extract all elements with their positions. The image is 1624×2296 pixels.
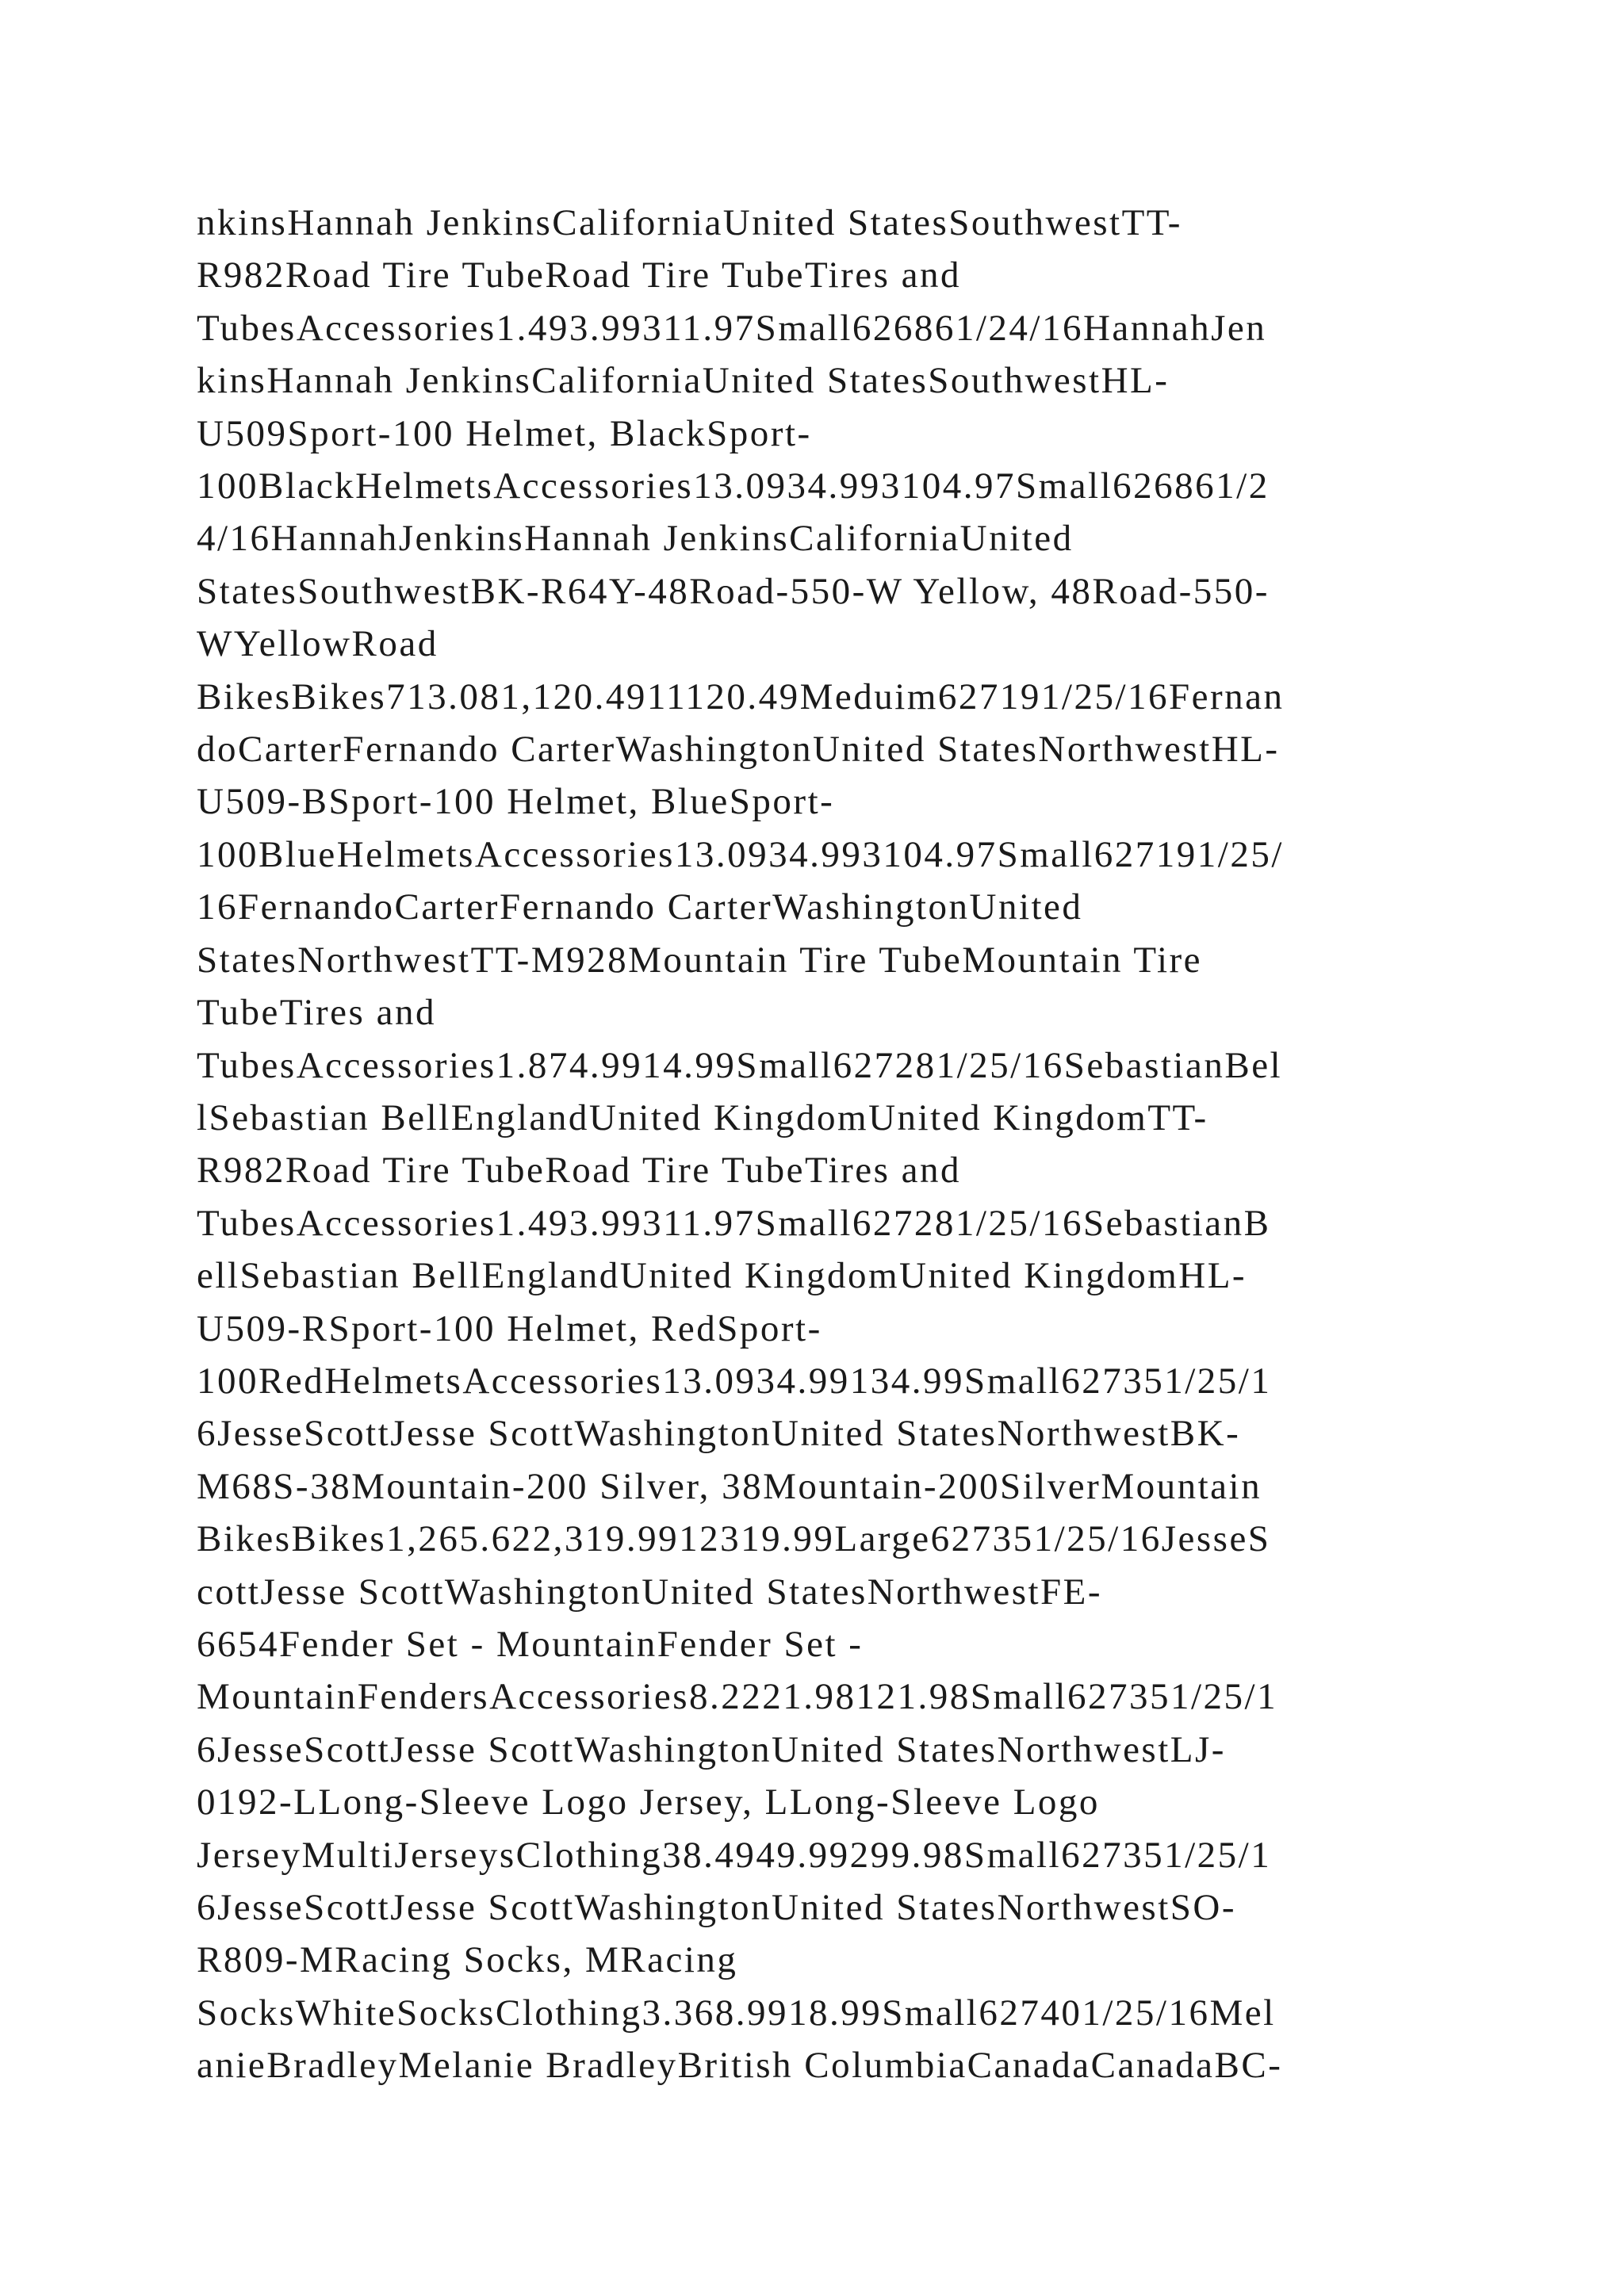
text-line: TubeTires and	[197, 992, 436, 1034]
text-line: ellSebastian BellEnglandUnited KingdomUnited KingdomHL-	[197, 1255, 1247, 1297]
text-line: 6JesseScottJesse ScottWashingtonUnited StatesNorthwestLJ-	[197, 1728, 1226, 1770]
text-line: StatesSouthwestBK-R64Y-48Road-550-W Yellow, 48Road-550-	[197, 570, 1270, 612]
text-line: U509-RSport-100 Helmet, RedSport-	[197, 1307, 822, 1349]
text-line: 16FernandoCarterFernando CarterWashingtonUnited	[197, 886, 1083, 928]
text-line: BikesBikes713.081,120.4911120.49Meduim627191/25/16Fernan	[197, 675, 1285, 718]
text-line: WYellowRoad	[197, 623, 439, 665]
text-line: lSebastian BellEnglandUnited KingdomUnited KingdomTT-	[197, 1096, 1208, 1138]
text-line: 0192-LLong-Sleeve Logo Jersey, LLong-Sleeve Logo	[197, 1781, 1100, 1823]
text-line: U509-BSport-100 Helmet, BlueSport-	[197, 781, 835, 823]
text-line: anieBradleyMelanie BradleyBritish ColumbiaCanadaCanadaBC-	[197, 2045, 1283, 2087]
text-line: nkinsHannah JenkinsCaliforniaUnited StatesSouthwestTT-	[197, 202, 1182, 243]
text-line: 100BlueHelmetsAccessories13.0934.993104.97Small627191/25/	[197, 833, 1284, 875]
text-line: 6JesseScottJesse ScottWashingtonUnited StatesNorthwestBK-	[197, 1413, 1241, 1455]
text-line: StatesNorthwestTT-M928Mountain Tire TubeMountain Tire	[197, 939, 1203, 981]
text-line: MountainFendersAccessories8.2221.98121.98Small627351/25/1	[197, 1676, 1278, 1718]
body-text	[197, 197, 1434, 2092]
text-line: R982Road Tire TubeRoad Tire TubeTires and	[197, 1150, 961, 1192]
text-line: cottJesse ScottWashingtonUnited StatesNorthwestFE-	[197, 1571, 1103, 1613]
text-line: R982Road Tire TubeRoad Tire TubeTires and	[197, 254, 961, 297]
text-line: M68S-38Mountain-200 Silver, 38Mountain-200SilverMountain	[197, 1465, 1262, 1507]
text-line: TubesAccessories1.493.99311.97Small626861/24/16HannahJen	[197, 307, 1267, 349]
text-line: SocksWhiteSocksClothing3.368.9918.99Small627401/25/16Mel	[197, 1992, 1276, 2034]
text-line: TubesAccessories1.493.99311.97Small627281/25/16SebastianB	[197, 1202, 1271, 1244]
text-line: doCarterFernando CarterWashingtonUnited StatesNorthwestHL-	[197, 729, 1280, 771]
text-line: 100RedHelmetsAccessories13.0934.99134.99Small627351/25/1	[197, 1360, 1272, 1402]
text-line: TubesAccessories1.874.9914.99Small627281/25/16SebastianBel	[197, 1044, 1283, 1086]
text-line: R809-MRacing Socks, MRacing	[197, 1939, 738, 1981]
text-line: 100BlackHelmetsAccessories13.0934.993104.97Small626861/2	[197, 465, 1270, 507]
text-line: 6JesseScottJesse ScottWashingtonUnited StatesNorthwestSO-	[197, 1887, 1237, 1928]
text-line: 6654Fender Set - MountainFender Set -	[197, 1623, 864, 1665]
text-line: 4/16HannahJenkinsHannah JenkinsCaliforniaUnited	[197, 518, 1074, 560]
text-line: U509Sport-100 Helmet, BlackSport-	[197, 412, 812, 454]
text-line: BikesBikes1,265.622,319.9912319.99Large627351/25/16JesseS	[197, 1518, 1271, 1560]
text-line: JerseyMultiJerseysClothing38.4949.99299.98Small627351/25/1	[197, 1834, 1272, 1876]
text-line: kinsHannah JenkinsCaliforniaUnited StatesSouthwestHL-	[197, 360, 1170, 402]
